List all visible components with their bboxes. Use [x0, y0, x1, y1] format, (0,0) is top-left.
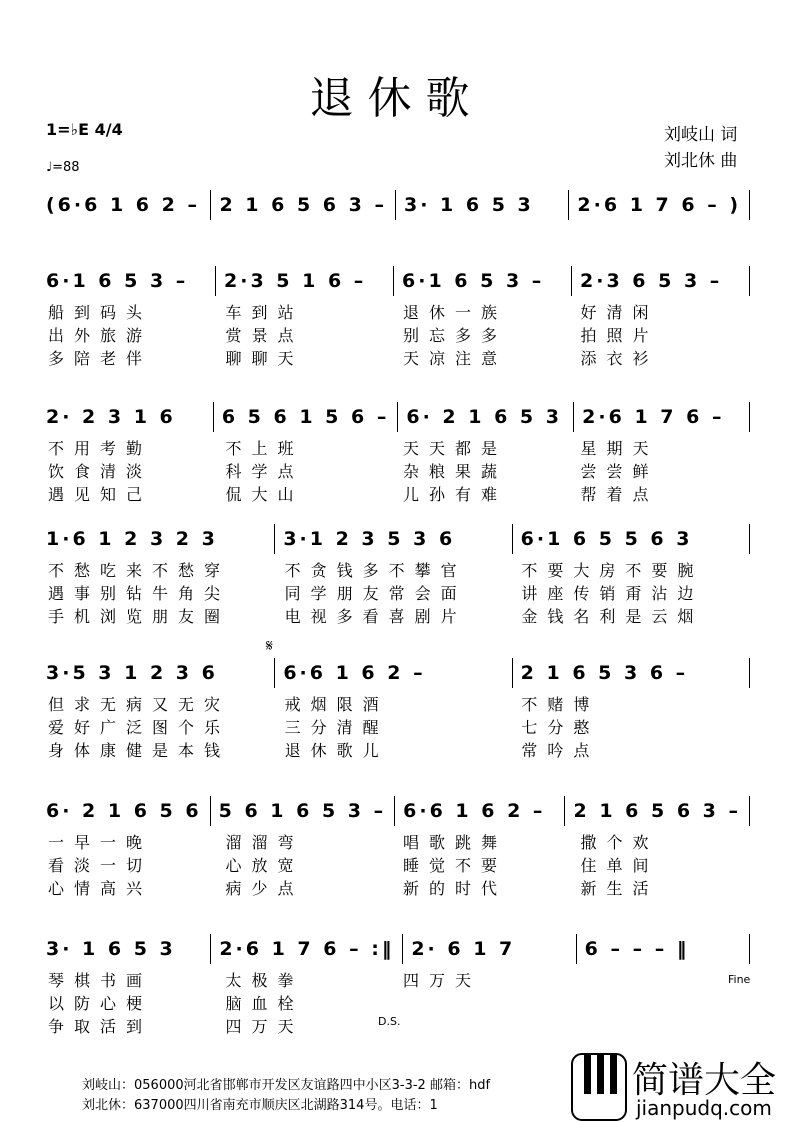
measure: 6·1 6 5 3 – [40, 266, 216, 296]
lyrics-verse-1 [40, 436, 750, 457]
lyric-phrase: 爱好广泛图个乐 [48, 718, 231, 737]
lyric-phrase: 尝尝鲜 [580, 462, 659, 481]
lyric-phrase [573, 1014, 751, 1035]
lyric-phrase: 戒烟限酒 [284, 695, 389, 714]
site-logo[interactable] [570, 1052, 793, 1122]
measure: 5 6 1 6 5 3 – [211, 796, 396, 826]
measure: 2·6 1 7 6 – :‖ [211, 934, 403, 964]
lyric-phrase: 讲座传销甭沾边 [521, 584, 704, 603]
lyric-phrase: 遇见知己 [48, 485, 153, 504]
lyric-phrase: 溜溜弯 [225, 833, 304, 852]
notation-row [40, 932, 750, 966]
lyrics-verse-2 [40, 459, 750, 480]
lyric-phrase: 杂粮果蔬 [403, 462, 508, 481]
lyric-phrase [573, 968, 751, 989]
measure: 2 1 6 5 6 3 – [211, 190, 396, 220]
lyric-phrase: 拍照片 [580, 326, 659, 345]
lyric-phrase: 脑血栓 [225, 994, 304, 1013]
score-system [40, 794, 750, 897]
lyric-phrase: 新的时代 [403, 879, 508, 898]
lyrics-verse-3 [40, 876, 750, 897]
measure: 6·6 1 6 2 – [395, 796, 565, 826]
measure: 6 5 6 1 5 6 – [214, 402, 399, 432]
segno-sign: 𝄋 [266, 636, 273, 655]
score-system [40, 188, 750, 222]
lyrics-verse-2 [40, 853, 750, 874]
lyric-phrase: 睡觉不要 [403, 856, 508, 875]
lyric-phrase: 饮食清淡 [48, 462, 153, 481]
notation-row [40, 522, 750, 556]
footer-line: 刘北休：637000四川省南充市顺庆区北湖路314号。电话：1 [82, 1098, 438, 1113]
lyric-phrase: 聊聊天 [225, 349, 304, 368]
lyric-phrase: 一早一晚 [48, 833, 153, 852]
footer-line: 刘岐山：056000河北省邯郸市开发区友谊路四中小区3-3-2 邮箱：hdf [82, 1078, 491, 1093]
measure: 2·3 5 1 6 – [216, 266, 394, 296]
lyrics-verse-1 [40, 300, 750, 321]
lyric-phrase: 琴棋书画 [48, 971, 153, 990]
lyric-phrase: 以防心梗 [48, 994, 153, 1013]
notation-row [40, 794, 750, 828]
measure: 2 1 6 5 6 3 – [565, 796, 750, 826]
lyric-phrase: 金钱名利是云烟 [521, 607, 704, 626]
measure: 6· 2 1 6 5 3 [398, 402, 574, 432]
measure: 3·5 3 1 2 3 6 [40, 658, 275, 688]
lyric-phrase: 身体康健是本钱 [48, 741, 231, 760]
lyric-phrase: 不要大房不要腕 [521, 561, 704, 580]
lyric-phrase: 看淡一切 [48, 856, 153, 875]
measure: 3·1 2 3 5 3 6 [275, 524, 512, 554]
measure: 6· 2 1 6 5 6 [40, 796, 211, 826]
logo-url: jianpudq.com [636, 1096, 772, 1120]
lyric-phrase: 天凉注意 [403, 349, 508, 368]
measure: 2· 6 1 7 [403, 934, 576, 964]
lyric-phrase: 住单间 [580, 856, 659, 875]
measure: 6·1 6 5 3 – [394, 266, 572, 296]
lyric-phrase: 不赌博 [521, 695, 600, 714]
lyric-phrase: 同学朋友常会面 [284, 584, 467, 603]
lyric-phrase: 不上班 [225, 439, 304, 458]
lyric-phrase: 遇事别钻牛角尖 [48, 584, 231, 603]
measure: 3· 1 6 5 3 [40, 934, 211, 964]
lyric-phrase: 病少点 [225, 879, 304, 898]
lyric-phrase: 出外旅游 [48, 326, 153, 345]
measure: 3· 1 6 5 3 [396, 190, 569, 220]
lyric-phrase: 车到站 [225, 303, 304, 322]
lyric-phrase: 不用考勤 [48, 439, 153, 458]
notation-row [40, 656, 750, 690]
lyric-phrase: 退休歌儿 [284, 741, 389, 760]
lyric-phrase: 常吟点 [521, 741, 600, 760]
measure: 1·6 1 2 3 2 3 [40, 524, 275, 554]
measure: 2· 2 3 1 6 [40, 402, 214, 432]
lyric-phrase: 赏景点 [225, 326, 304, 345]
lyrics-verse-3 [40, 738, 750, 759]
lyric-phrase [395, 1014, 573, 1035]
lyric-phrase: 别忘多多 [403, 326, 508, 345]
lyrics-verse-1 [40, 968, 750, 989]
lyric-phrase: 电视多看喜剧片 [284, 607, 467, 626]
lyric-phrase [573, 991, 751, 1012]
lyric-phrase: 心放宽 [225, 856, 304, 875]
lyric-phrase: 三分清醒 [284, 718, 389, 737]
piano-keys-icon [570, 1052, 630, 1122]
lyric-phrase: 不贪钱多不攀官 [284, 561, 467, 580]
lyric-phrase [395, 991, 573, 1012]
score-system [40, 400, 750, 503]
measure: 2·3 6 5 3 – [572, 266, 750, 296]
lyrics-verse-1 [40, 830, 750, 851]
tempo-marking: ♩=88 [46, 160, 80, 175]
song-title: 退休歌 [309, 73, 484, 124]
lyrics-verse-3 [40, 482, 750, 503]
measure: 6·6 1 6 2 – [275, 658, 512, 688]
lyric-phrase: 多陪老伴 [48, 349, 153, 368]
lyric-phrase: 四万天 [403, 971, 482, 990]
lyric-phrase: 撒个欢 [580, 833, 659, 852]
logo-text: 简谱大全 [632, 1060, 777, 1101]
score-system [40, 522, 750, 625]
measure: 2·6 1 7 6 – [574, 402, 750, 432]
lyric-phrase: 退休一族 [403, 303, 508, 322]
lyrics-verse-3 [40, 346, 750, 367]
measure: 6·1 6 5 5 6 3 [513, 524, 750, 554]
lyrics-verse-2 [40, 715, 750, 736]
lyric-phrase: 唱歌跳舞 [403, 833, 508, 852]
composer-credit: 刘北休 曲 [664, 151, 738, 171]
measure: (6·6 1 6 2 – [40, 190, 211, 220]
key-signature: 1=♭E 4/4 [46, 120, 123, 139]
lyrics-verse-3 [40, 604, 750, 625]
lyric-phrase: 不愁吃来不愁穿 [48, 561, 231, 580]
measure: 6 – – – ‖ [577, 934, 750, 964]
lyrics-verse-2 [40, 991, 750, 1012]
lyricist-credit: 刘岐山 词 [664, 125, 738, 145]
lyrics-verse-1 [40, 558, 750, 579]
lyrics-verse-2 [40, 323, 750, 344]
notation-row [40, 188, 750, 222]
notation-row [40, 400, 750, 434]
notation-row [40, 264, 750, 298]
lyric-phrase: 船到码头 [48, 303, 153, 322]
lyric-phrase: 星期天 [580, 439, 659, 458]
lyric-phrase: 科学点 [225, 462, 304, 481]
lyric-phrase: 但求无病又无灾 [48, 695, 231, 714]
measure: 2 1 6 5 3 6 – [513, 658, 750, 688]
lyric-phrase: 七分憨 [521, 718, 600, 737]
lyric-phrase: 添衣衫 [580, 349, 659, 368]
lyric-phrase: 四万天 [225, 1017, 304, 1036]
score-system [40, 656, 750, 759]
measure: 2·6 1 7 6 – ) [569, 190, 750, 220]
lyric-phrase: 太极拳 [225, 971, 304, 990]
ds-mark: D.S. [378, 1015, 401, 1028]
lyrics-verse-1 [40, 692, 750, 713]
lyric-phrase: 新生活 [580, 879, 659, 898]
lyric-phrase: 侃大山 [225, 485, 304, 504]
lyrics-verse-2 [40, 581, 750, 602]
lyric-phrase: 帮着点 [580, 485, 659, 504]
fine-mark: Fine [728, 973, 751, 986]
lyric-phrase: 好清闲 [580, 303, 659, 322]
lyric-phrase: 儿孙有难 [403, 485, 508, 504]
lyric-phrase: 手机浏览朋友圈 [48, 607, 231, 626]
lyric-phrase: 心情高兴 [48, 879, 153, 898]
score-system [40, 264, 750, 367]
lyric-phrase: 争取活到 [48, 1017, 153, 1036]
lyric-phrase: 天天都是 [403, 439, 508, 458]
